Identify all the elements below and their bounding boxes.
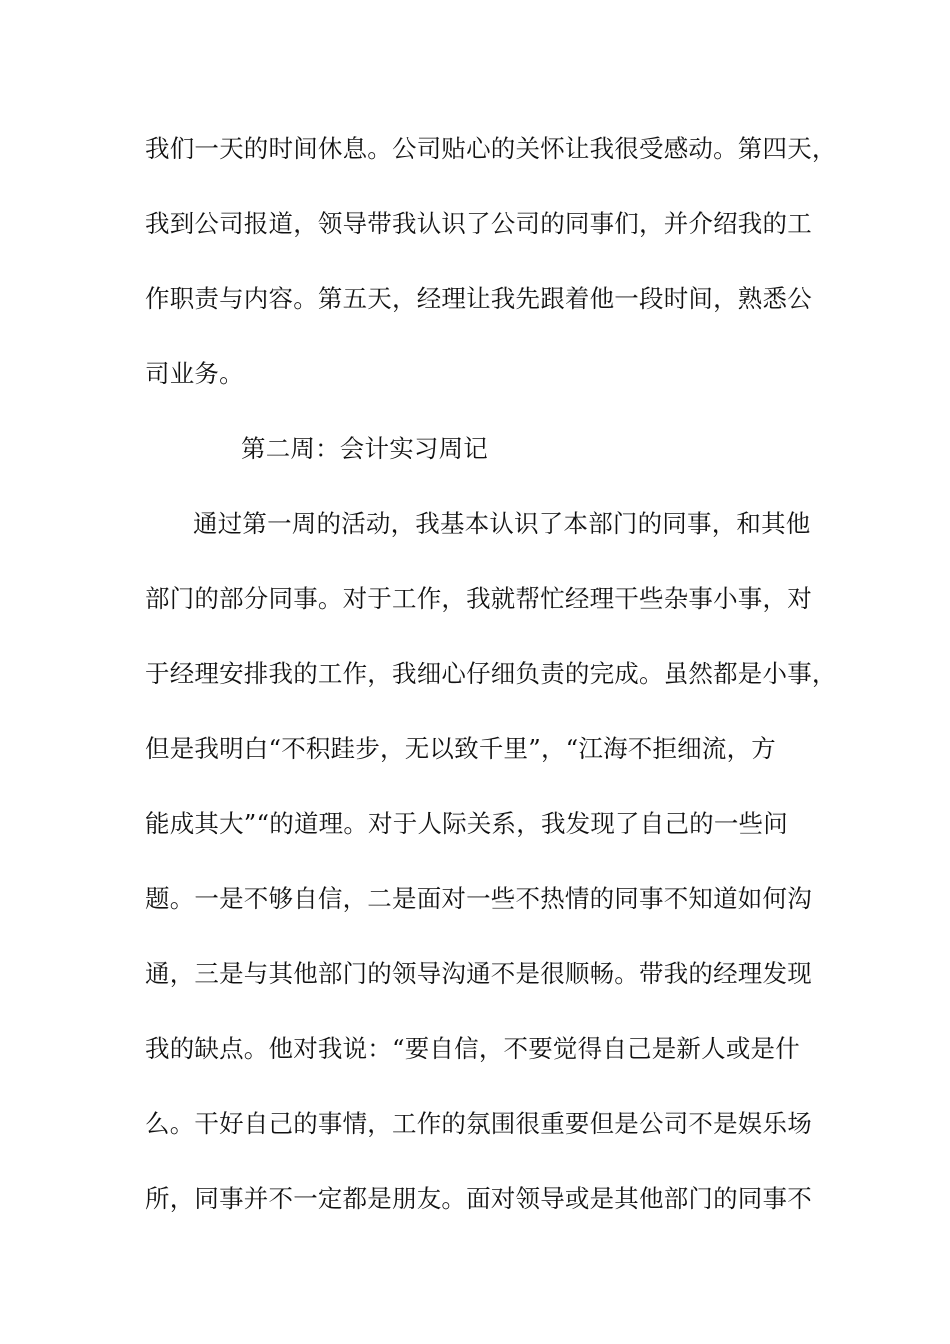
body-text-line: 么。干好自己的事情，工作的氛围很重要但是公司不是娱乐场: [145, 1109, 812, 1138]
body-text-line: 于经理安排我的工作，我细心仔细负责的完成。虽然都是小事，: [145, 659, 837, 688]
body-text-line: 我们一天的时间休息。公司贴心的关怀让我很受感动。第四天，: [145, 134, 837, 163]
body-text-line: 作职责与内容。第五天，经理让我先跟着他一段时间，熟悉公: [145, 284, 812, 313]
body-text-line: 我到公司报道，领导带我认识了公司的同事们，并介绍我的工: [145, 209, 812, 238]
body-text-line: 通，三是与其他部门的领导沟通不是很顺畅。带我的经理发现: [145, 959, 812, 988]
body-text-line: 我的缺点。他对我说：“要自信，不要觉得自己是新人或是什: [145, 1034, 800, 1063]
body-text-line: 部门的部分同事。对于工作，我就帮忙经理干些杂事小事，对: [145, 584, 812, 613]
body-text-line: 题。一是不够自信，二是面对一些不热情的同事不知道如何沟: [145, 884, 812, 913]
body-text-line: 但是我明白“不积跬步，无以致千里”，“江海不拒细流，方: [145, 734, 776, 763]
body-text-line: 能成其大”“的道理。对于人际关系，我发现了自己的一些问: [145, 809, 788, 838]
section-heading: 第二周：会计实习周记: [241, 434, 488, 463]
body-text-line: 司业务。: [145, 359, 244, 388]
body-text-line: 所，同事并不一定都是朋友。面对领导或是其他部门的同事不: [145, 1184, 812, 1213]
paragraph-first-line: 通过第一周的活动，我基本认识了本部门的同事，和其他: [193, 509, 811, 538]
